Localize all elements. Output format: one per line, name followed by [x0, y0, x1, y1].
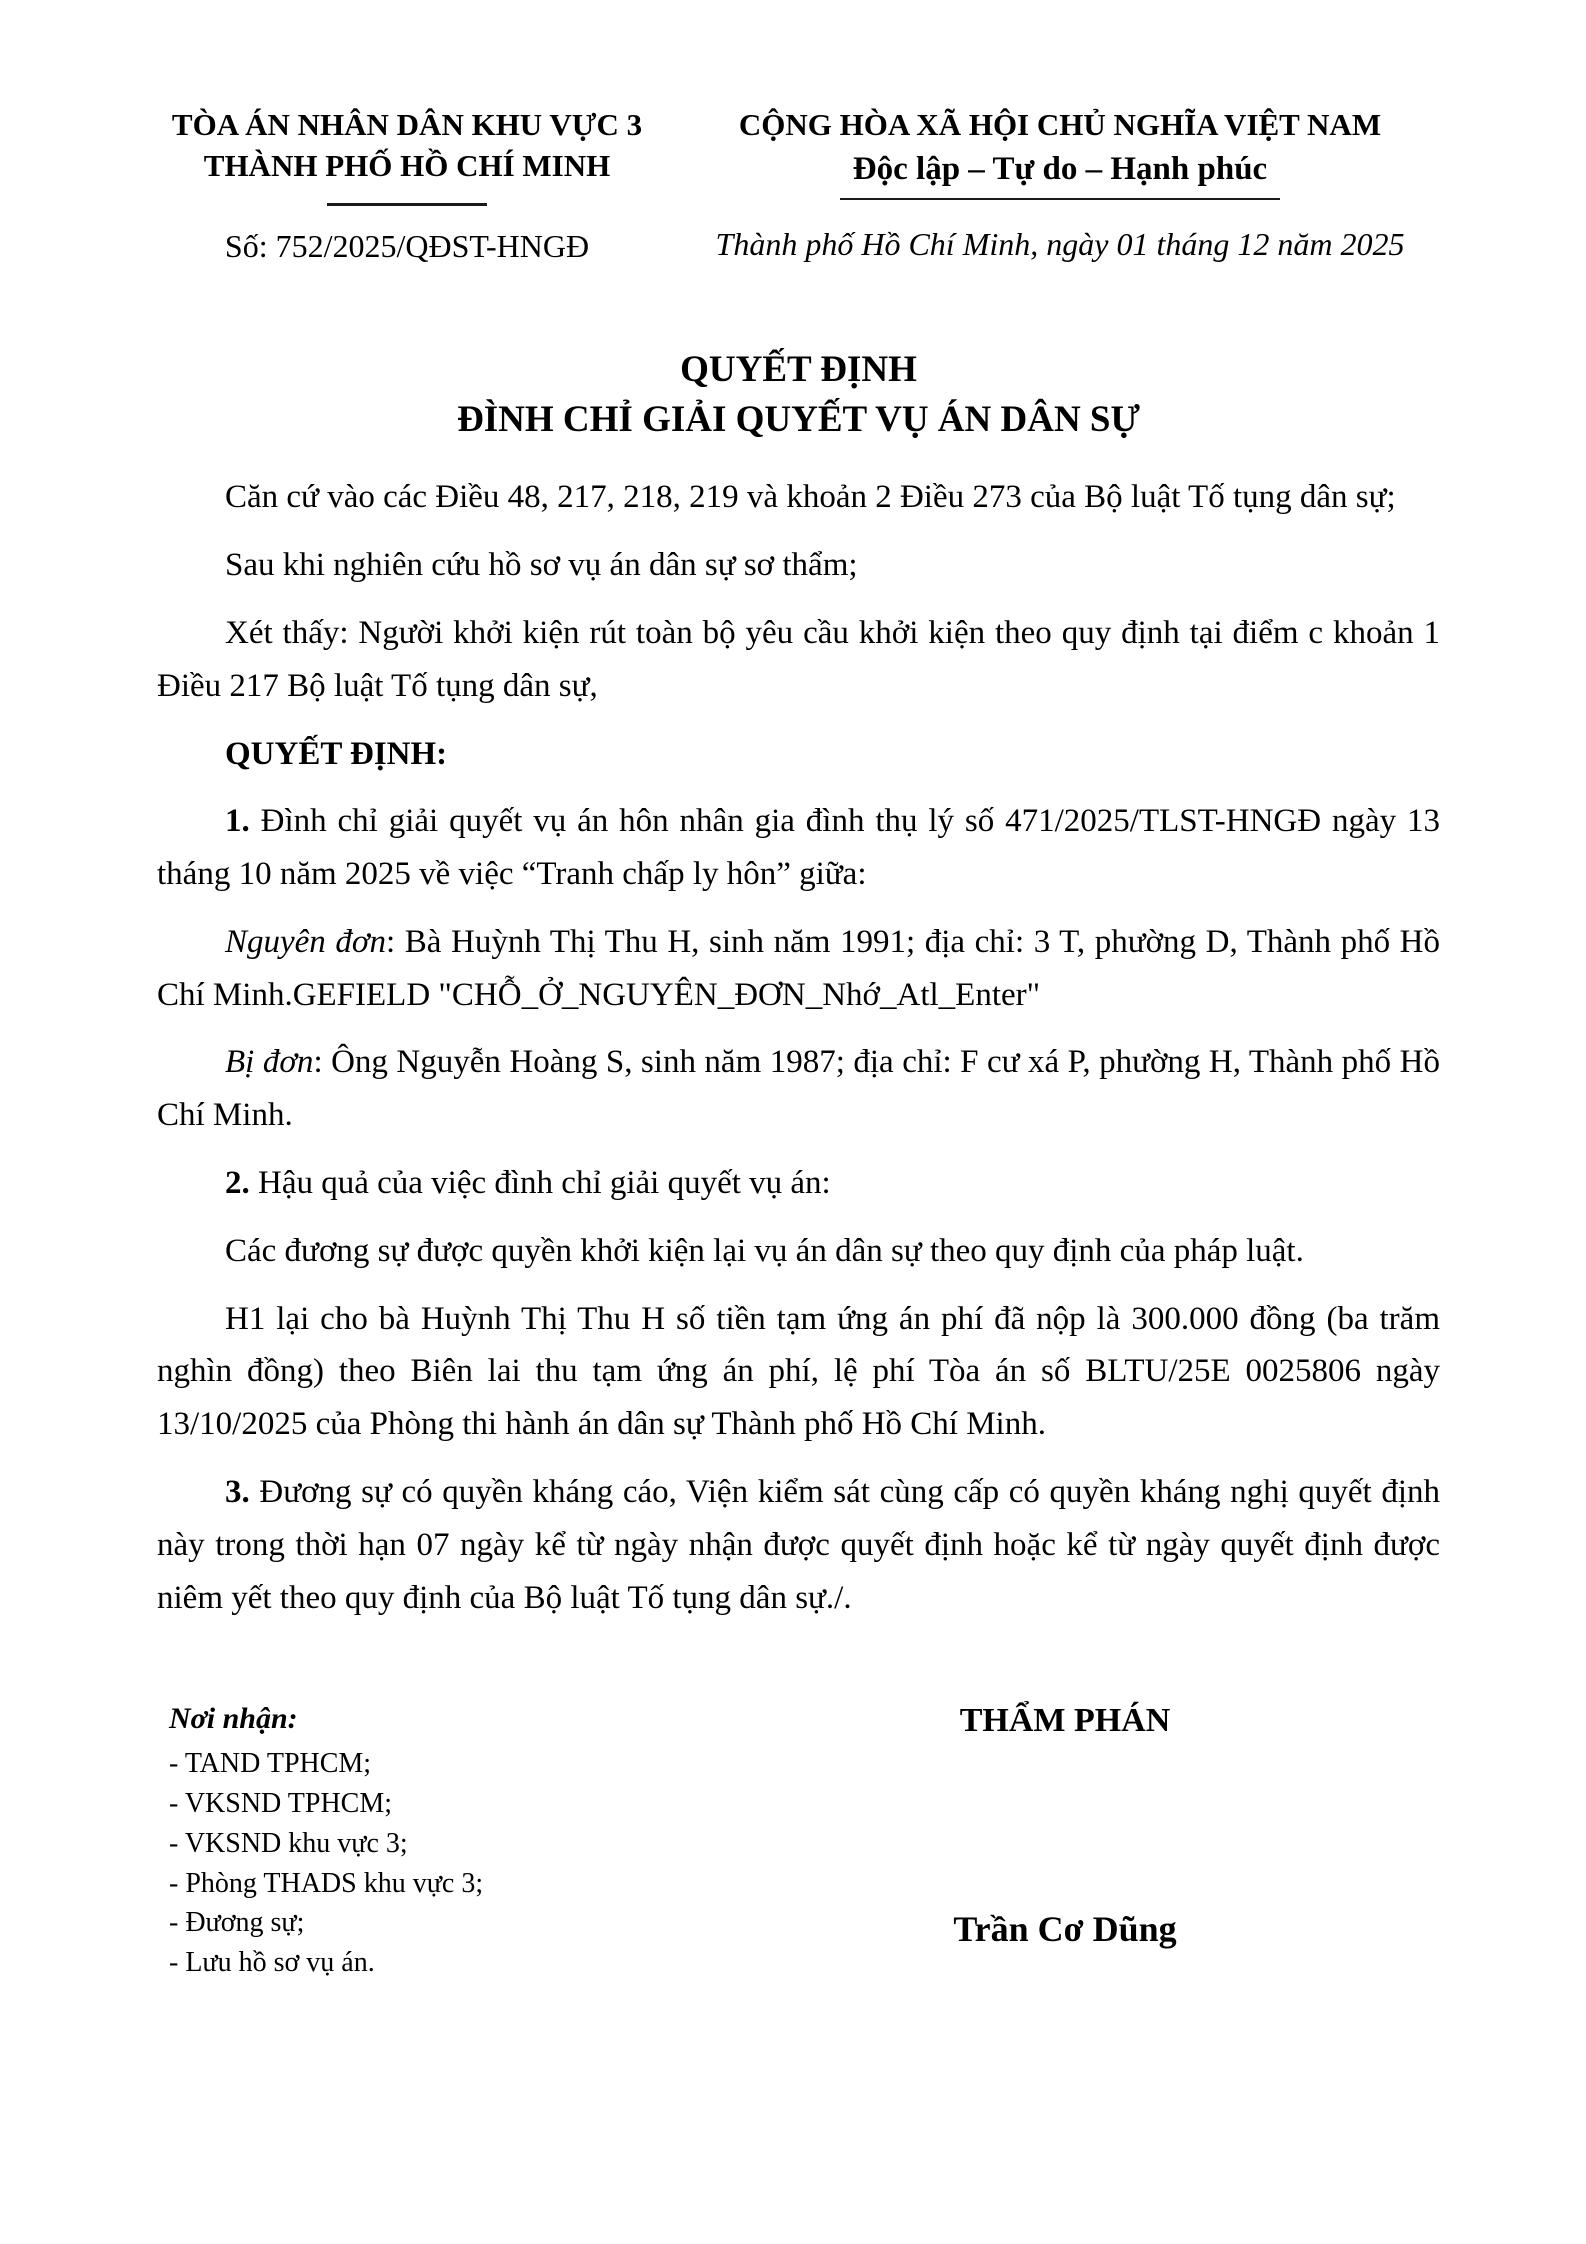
decision-section-heading: QUYẾT ĐỊNH: [225, 735, 448, 772]
recipient-item: - Đương sự; [169, 1907, 305, 1939]
refund-paragraph: H1 lại cho bà Huỳnh Thị Thu H số tiền tạm ứng án phí đã nộp là 300.000 đồng (ba trăm nghìn đồng) theo Biên lai thu tạm ứng án phí, lệ phí Tòa án số BLTU/25E 0025806 ngày 13/10/2025 của Phòng thi hành án dân sự Thành phố Hồ Chí Minh. [157, 1300, 1440, 1443]
header-right-rule [840, 198, 1280, 200]
document-footer [157, 1702, 1440, 1983]
plaintiff-paragraph [157, 916, 1440, 1022]
recipient-item: - VKSND TPHCM; [169, 1788, 393, 1820]
place-dateline: Thành phố Hồ Chí Minh, ngày 01 tháng 12 năm 2025 [715, 226, 1405, 263]
recipient-item: - Lưu hồ sơ vụ án. [169, 1947, 375, 1979]
document-header [157, 105, 1440, 265]
article-3 [157, 1466, 1440, 1624]
preamble-paragraph-3: Xét thấy: Người khởi kiện rút toàn bộ yêu cầu khởi kiện theo quy định tại điểm c khoản 1 Điều 217 Bộ luật Tố tụng dân sự, [157, 614, 1440, 704]
national-motto: Độc lập – Tự do – Hạnh phúc [852, 151, 1268, 188]
defendant-label: Bị đơn [225, 1044, 314, 1081]
article-3-text: Đương sự có quyền kháng cáo, Viện kiểm sát cùng cấp có quyền kháng nghị quyết định này trong thời hạn 07 ngày kể từ ngày nhận được quyết định hoặc kể từ ngày quyết định được niêm yết theo quy định của Bộ luật Tố tụng dân sự./. [157, 1474, 1440, 1616]
court-name-line1: TÒA ÁN NHÂN DÂN KHU VỰC 3 [171, 107, 643, 142]
defendant-text: : Ông Nguyễn Hoàng S, sinh năm 1987; địa chỉ: F cư xá P, phường H, Thành phố Hồ Chí Minh. [157, 1044, 1440, 1134]
judge-name: Trần Cơ Dũng [953, 1909, 1177, 1950]
national-header-block [680, 105, 1440, 263]
signature-block [830, 1702, 1300, 1983]
article-2-number: 2. [225, 1165, 250, 1202]
recipient-item: - TAND TPHCM; [169, 1748, 372, 1780]
article-2 [157, 1157, 1440, 1210]
plaintiff-label: Nguyên đơn [225, 923, 386, 960]
article-1-text: Đình chỉ giải quyết vụ án hôn nhân gia đình thụ lý số 471/2025/TLST-HNGĐ ngày 13 tháng 10 năm 2025 về việc “Tranh chấp ly hôn” giữa: [157, 803, 1440, 893]
article-1-number: 1. [225, 803, 250, 840]
recipients-block [157, 1702, 483, 1983]
article-3-number: 3. [225, 1474, 250, 1511]
header-left-rule [327, 203, 487, 206]
consequence-paragraph: Các đương sự được quyền khởi kiện lại vụ án dân sự theo quy định của pháp luật. [225, 1232, 1304, 1269]
decision-title [157, 347, 1440, 444]
decision-title-line2: ĐÌNH CHỈ GIẢI QUYẾT VỤ ÁN DÂN SỰ [457, 399, 1140, 441]
document-number: Số: 752/2025/QĐST-HNGĐ [224, 227, 590, 264]
recipient-item: - Phòng THADS khu vực 3; [169, 1867, 484, 1899]
issuing-court-block [157, 105, 657, 265]
preamble-paragraph-2: Sau khi nghiên cứu hồ sơ vụ án dân sự sơ thẩm; [225, 547, 858, 584]
preamble-paragraph-1: Căn cứ vào các Điều 48, 217, 218, 219 và khoản 2 Điều 273 của Bộ luật Tố tụng dân sự; [225, 479, 1396, 516]
article-2-text: Hậu quả của việc đình chỉ giải quyết vụ án: [249, 1165, 831, 1202]
plaintiff-text: : Bà Huỳnh Thị Thu H, sinh năm 1991; địa chỉ: 3 T, phường D, Thành phố Hồ Chí Minh.GEFIELD "CHỖ_Ở_NGUYÊN_ĐƠN_Nhớ_Atl_Enter" [157, 923, 1440, 1013]
defendant-paragraph [157, 1036, 1440, 1142]
national-title: CỘNG HÒA XÃ HỘI CHỦ NGHĨA VIỆT NAM [738, 107, 1382, 142]
decision-title-line1: QUYẾT ĐỊNH [680, 348, 917, 390]
court-name-line2: THÀNH PHỐ HỒ CHÍ MINH [203, 147, 611, 183]
recipient-item: - VKSND khu vực 3; [169, 1827, 408, 1859]
judge-title: THẨM PHÁN [959, 1702, 1171, 1740]
decision-body [157, 471, 1440, 1624]
recipients-label: Nơi nhận: [169, 1702, 298, 1736]
article-1 [157, 795, 1440, 901]
